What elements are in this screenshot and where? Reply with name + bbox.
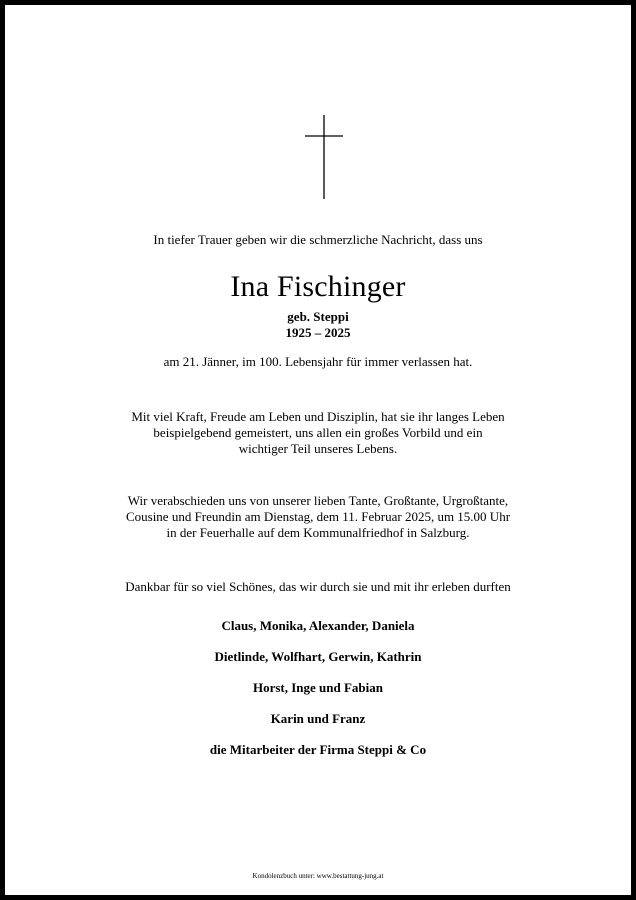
tribute-line: wichtiger Teil unseres Lebens. — [238, 441, 398, 456]
farewell-paragraph — [5, 493, 631, 541]
farewell-line: in der Feuerhalle auf dem Kommunalfriedhof in Salzburg. — [166, 525, 470, 540]
condolence-footer: Kondolenzbuch unter: www.bestattung-jung.at — [252, 872, 384, 880]
mourner-line: Claus, Monika, Alexander, Daniela — [221, 618, 415, 633]
mourner-line: Horst, Inge und Fabian — [252, 680, 384, 695]
farewell-line: Wir verabschieden uns von unserer lieben Tante, Großtante, Urgroßtante, — [127, 493, 509, 508]
mourner-line: die Mitarbeiter der Firma Steppi & Co — [209, 742, 427, 757]
passing-text: am 21. Jänner, im 100. Lebensjahr für immer verlassen hat. — [163, 354, 473, 369]
farewell-line: Cousine und Freundin am Dienstag, dem 11. Februar 2025, um 15.00 Uhr — [125, 509, 511, 524]
maiden-name: geb. Steppi — [287, 309, 349, 324]
mourner-line: Dietlinde, Wolfhart, Gerwin, Kathrin — [214, 649, 422, 664]
tribute-line: beispielgebend gemeistert, uns allen ein großes Vorbild und ein — [153, 425, 483, 440]
life-years: 1925 – 2025 — [285, 325, 351, 340]
cross-icon — [305, 115, 343, 199]
deceased-name: Ina Fischinger — [230, 270, 406, 303]
mourner-line: Karin und Franz — [270, 711, 366, 726]
tribute-paragraph — [5, 409, 631, 457]
tribute-line: Mit viel Kraft, Freude am Leben und Disziplin, hat sie ihr langes Leben — [131, 409, 505, 424]
intro-text: In tiefer Trauer geben wir die schmerzliche Nachricht, dass uns — [153, 232, 483, 247]
thanks-text: Dankbar für so viel Schönes, das wir durch sie und mit ihr erleben durften — [125, 579, 511, 594]
